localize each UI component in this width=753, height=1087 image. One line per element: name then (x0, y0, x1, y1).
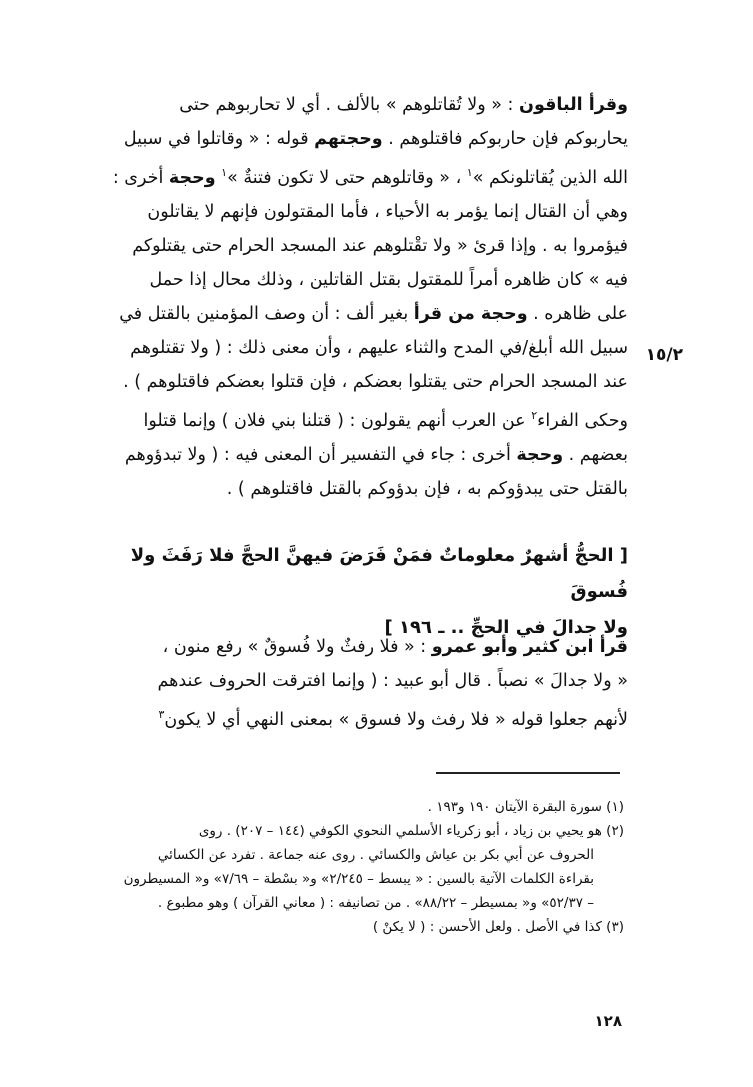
main-line (108, 229, 628, 263)
main-line (108, 472, 628, 506)
main-line (108, 122, 628, 156)
main-paragraph (108, 88, 628, 506)
footnote-marker: ١ (466, 166, 473, 179)
text-run: يحاربوكم فإن حاربوكم فاقتلوهم . (382, 129, 628, 149)
footnotes (100, 795, 624, 939)
text-run: سبيل الله أبلغ/في المدح والثناء عليهم ، وأن معنى ذلك : ( ولا تقتلوهم (130, 337, 628, 358)
footnote-marker: ١ (221, 166, 228, 179)
text-run: لأنهم جعلوا قوله « فلا رفث ولا فسوق » بمعنى النهي أي لا يكون (164, 709, 628, 730)
text-run: ، « وقاتلوهم حتى لا تكون فتنةٌ » (227, 167, 467, 188)
footnote-line: (٣) كذا في الأصل . ولعل الأحسن : ( لا يكنْ ) (372, 919, 624, 935)
text-run: « ولا جدالَ » نصباً . قال أبو عبيد : ( وإنما افترقت الحروف عندهم (157, 671, 628, 691)
main-line (108, 438, 628, 472)
text-run: أخرى : (112, 167, 169, 188)
bold-phrase: وحجتهم (314, 129, 383, 149)
footnote-line: (٢) هو يحيي بن زياد ، أبو زكرياء الأسلمي النحوي الكوفي (١٤٤ – ٢٠٧) . روى (198, 823, 624, 839)
text-run: على ظاهره . (527, 303, 628, 324)
second-line (108, 698, 628, 737)
text-run: فيؤمروا به . وإذا قرئ « ولا تقْتلوهم عند المسجد الحرام حتى يقتلوكم (132, 235, 628, 256)
second-line (108, 630, 628, 664)
text-run: وهي أن القتال إنما يؤمر به الأحياء ، فأما المقتولون فإنهم لا يقاتلون (147, 201, 628, 222)
main-line (108, 195, 628, 229)
footnote-line: (١) سورة البقرة الآيتان ١٩٠ و١٩٣ . (427, 799, 624, 815)
text-run: عند المسجد الحرام حتى يقتلوا بعضكم ، فإن قتلوا بعضكم فاقتلوهم ) . (123, 371, 628, 392)
text-run: وحكى الفراء (537, 410, 628, 431)
main-line (108, 297, 628, 331)
text-run: عن العرب أنهم يقولون : ( قتلنا بني فلان ) وإنما قتلوا (143, 410, 532, 431)
footnote-line: بقراءة الكلمات الآتية بالسين : « يبسط – ٢/٢٤٥» و« بسْطة – ٧/٦٩» و« المسيطرون (123, 871, 594, 887)
footnote-marker: ٢ (531, 408, 538, 422)
footnote-line: الحروف عن أبي بكر بن عياش والكسائي . روى عنه جماعة . تفرد عن الكسائي (157, 847, 594, 863)
bold-phrase: وحجة من قرأ (413, 303, 528, 324)
verse-line-2: ولا جدالَ في الحجِّ .. ـ ١٩٦ ] (384, 617, 628, 638)
main-line (108, 156, 628, 195)
bold-phrase: وقرأ الباقون (519, 95, 628, 115)
footnote-marker: ٣ (158, 708, 165, 721)
bold-phrase: قرأ ابن كثير وأبو عمرو (431, 637, 628, 657)
text-run: بالقتل حتى يبدؤوكم به ، فإن بدؤوكم بالقتل فاقتلوهم ) . (226, 478, 628, 499)
main-line (108, 399, 628, 438)
second-line (108, 664, 628, 698)
margin-page-reference: ١٥/٢ (645, 345, 683, 365)
bold-phrase: وحجة (168, 167, 216, 188)
main-line (108, 263, 628, 297)
text-run: بغير ألف : أن وصف المؤمنين بالقتل في (119, 303, 414, 324)
footnote-separator (436, 772, 620, 774)
text-run: : « ولا تُقاتلوهم » بالألف . أي لا تحاربوهم حتى (179, 95, 520, 115)
text-run: أخرى : جاء في التفسير أن المعنى فيه : ( ولا تبدؤوهم (124, 444, 517, 465)
text-run: فيه » كان ظاهره أمراً للمقتول بقتل القاتلين ، وذلك محال إذا حمل (149, 269, 628, 290)
text-run: قوله : « وقاتلوا في سبيل (123, 129, 315, 149)
main-line (108, 88, 628, 122)
footnote-line: – ٥٢/٣٧» و« بمسيطر – ٨٨/٢٢» . من تصانيفه : ( معاني القرآن ) وهو مطبوع . (157, 895, 594, 911)
text-run: بعضهم . (563, 444, 628, 465)
verse-line-1: [ الحجُّ أشهرٌ معلوماتٌ فمَنْ فَرَضَ فيهنَّ الحجَّ فلا رَفَثَ ولا فُسوقَ (130, 545, 628, 602)
text-run: : « فلا رفثٌ ولا فُسوقٌ » رفع منون ، (162, 637, 432, 657)
bold-phrase: وحجة (516, 444, 564, 465)
second-paragraph (108, 630, 628, 737)
main-line (108, 365, 628, 399)
main-line (108, 331, 628, 365)
page-number: ١٢٨ (594, 1012, 622, 1030)
text-run: الله الذين يُقاتلونكم » (472, 167, 628, 188)
